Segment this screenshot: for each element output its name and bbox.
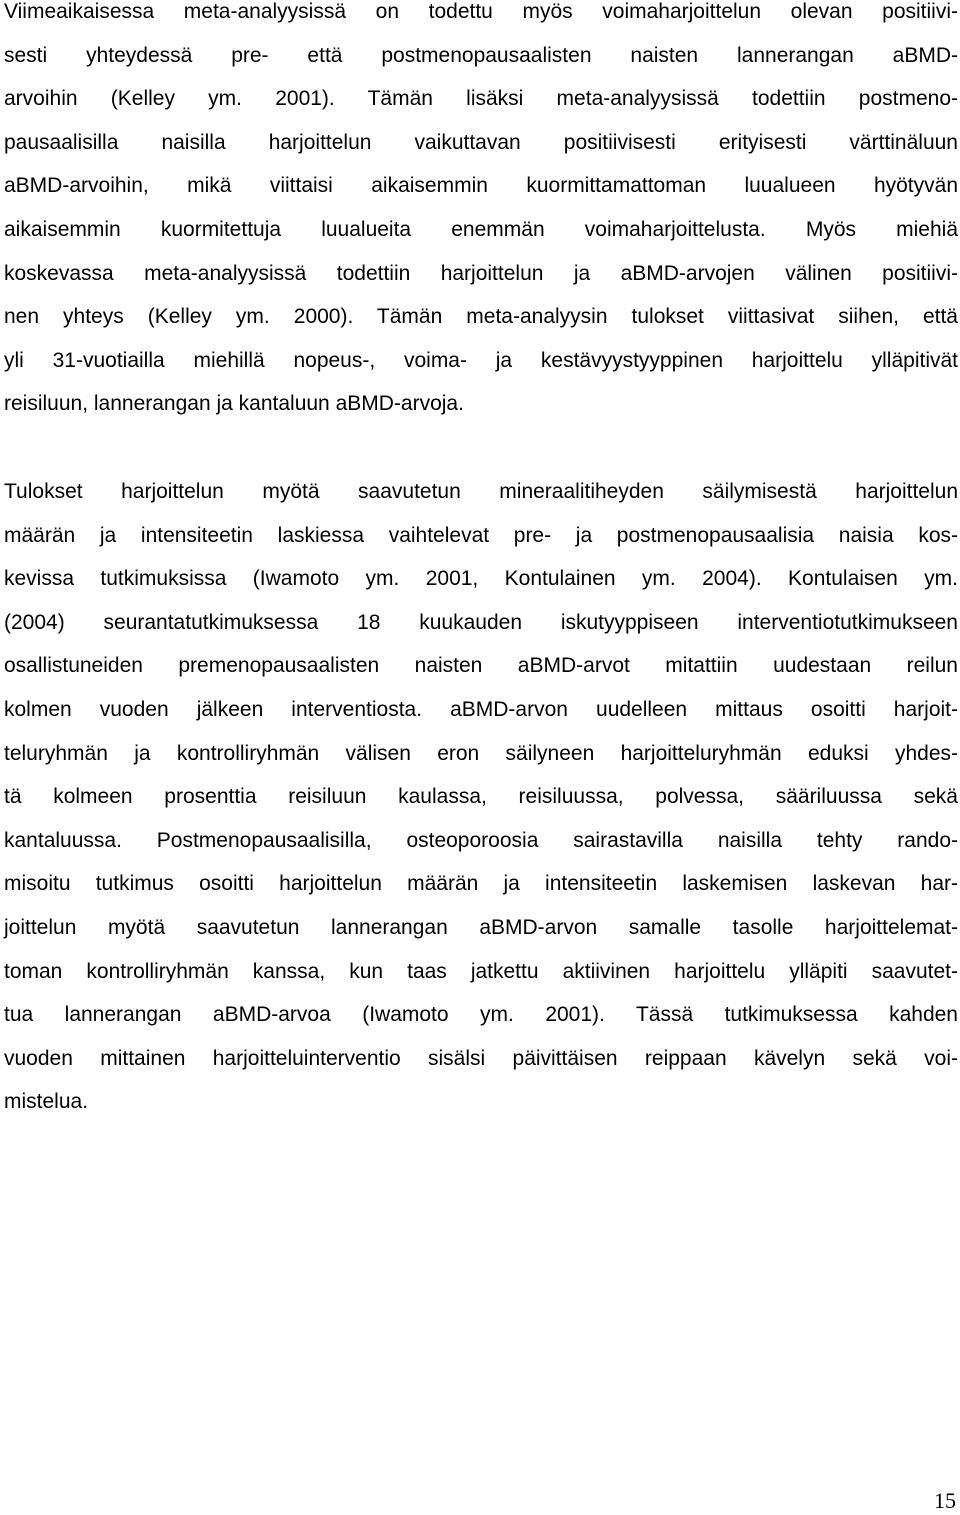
paragraph-1 (4, 0, 958, 426)
text-line: mistelua. (4, 1090, 89, 1114)
text-line: yli 31-vuotiailla miehillä nopeus-, voima- ja kestävyystyyppinen harjoittelu ylläpitivät (4, 348, 958, 372)
text-line: sesti yhteydessä pre- että postmenopausaalisten naisten lannerangan aBMD- (4, 43, 958, 67)
text-line: nen yhteys (Kelley ym. 2000). Tämän meta-analyysin tulokset viittasivat siihen, että (4, 305, 958, 329)
text-line: teluryhmän ja kontrolliryhmän välisen eron säilyneen harjoitteluryhmän eduksi yhdes- (4, 741, 958, 765)
text-line: arvoihin (Kelley ym. 2001). Tämän lisäksi meta-analyysissä todettiin postmeno- (4, 87, 958, 111)
text-line: määrän ja intensiteetin laskiessa vaihtelevat pre- ja postmenopausaalisia naisia kos- (4, 523, 958, 547)
page-number: 15 (934, 1488, 956, 1513)
text-line: pausaalisilla naisilla harjoittelun vaikuttavan positiivisesti erityisesti värttinäluun (4, 130, 958, 154)
text-line: joittelun myötä saavutetun lannerangan aBMD-arvon samalle tasolle harjoittelemat- (4, 915, 958, 939)
text-line: misoitu tutkimus osoitti harjoittelun määrän ja intensiteetin laskemisen laskevan har- (4, 872, 958, 896)
text-line: vuoden mittainen harjoitteluinterventio sisälsi päivittäisen reippaan kävelyn sekä voi- (4, 1046, 958, 1070)
text-line: osallistuneiden premenopausaalisten naisten aBMD-arvot mitattiin uudestaan reilun (4, 654, 958, 678)
text-line: tua lannerangan aBMD-arvoa (Iwamoto ym. 2001). Tässä tutkimuksessa kahden (4, 1003, 958, 1027)
text-line: tä kolmeen prosenttia reisiluun kaulassa, reisiluussa, polvessa, sääriluussa sekä (4, 785, 958, 809)
text-line: kolmen vuoden jälkeen interventiosta. aBMD-arvon uudelleen mittaus osoitti harjoit- (4, 697, 958, 721)
text-line: kantaluussa. Postmenopausaalisilla, osteoporoosia sairastavilla naisilla tehty rando- (4, 828, 958, 852)
text-line: Tulokset harjoittelun myötä saavutetun mineraalitiheyden säilymisestä harjoittelun (4, 480, 958, 503)
text-line: kevissa tutkimuksissa (Iwamoto ym. 2001, Kontulainen ym. 2004). Kontulaisen ym. (4, 567, 958, 591)
text-line: toman kontrolliryhmän kanssa, kun taas jatkettu aktiivinen harjoittelu ylläpiti saavutet- (4, 959, 958, 983)
text-line: reisiluun, lannerangan ja kantaluun aBMD-arvoja. (4, 392, 464, 416)
paragraph-2 (4, 470, 958, 1124)
text-line: aBMD-arvoihin, mikä viittaisi aikaisemmin kuormittamattoman luualueen hyötyvän (4, 174, 958, 198)
text-line: aikaisemmin kuormitettuja luualueita enemmän voimaharjoittelusta. Myös miehiä (4, 217, 958, 241)
text-line: (2004) seurantatutkimuksessa 18 kuukauden iskutyyppiseen interventiotutkimukseen (4, 610, 958, 634)
text-line: Viimeaikaisessa meta-analyysissä on todettu myös voimaharjoittelun olevan positiivi- (4, 0, 958, 23)
text-line: koskevassa meta-analyysissä todettiin harjoittelun ja aBMD-arvojen välinen positiivi- (4, 261, 958, 285)
